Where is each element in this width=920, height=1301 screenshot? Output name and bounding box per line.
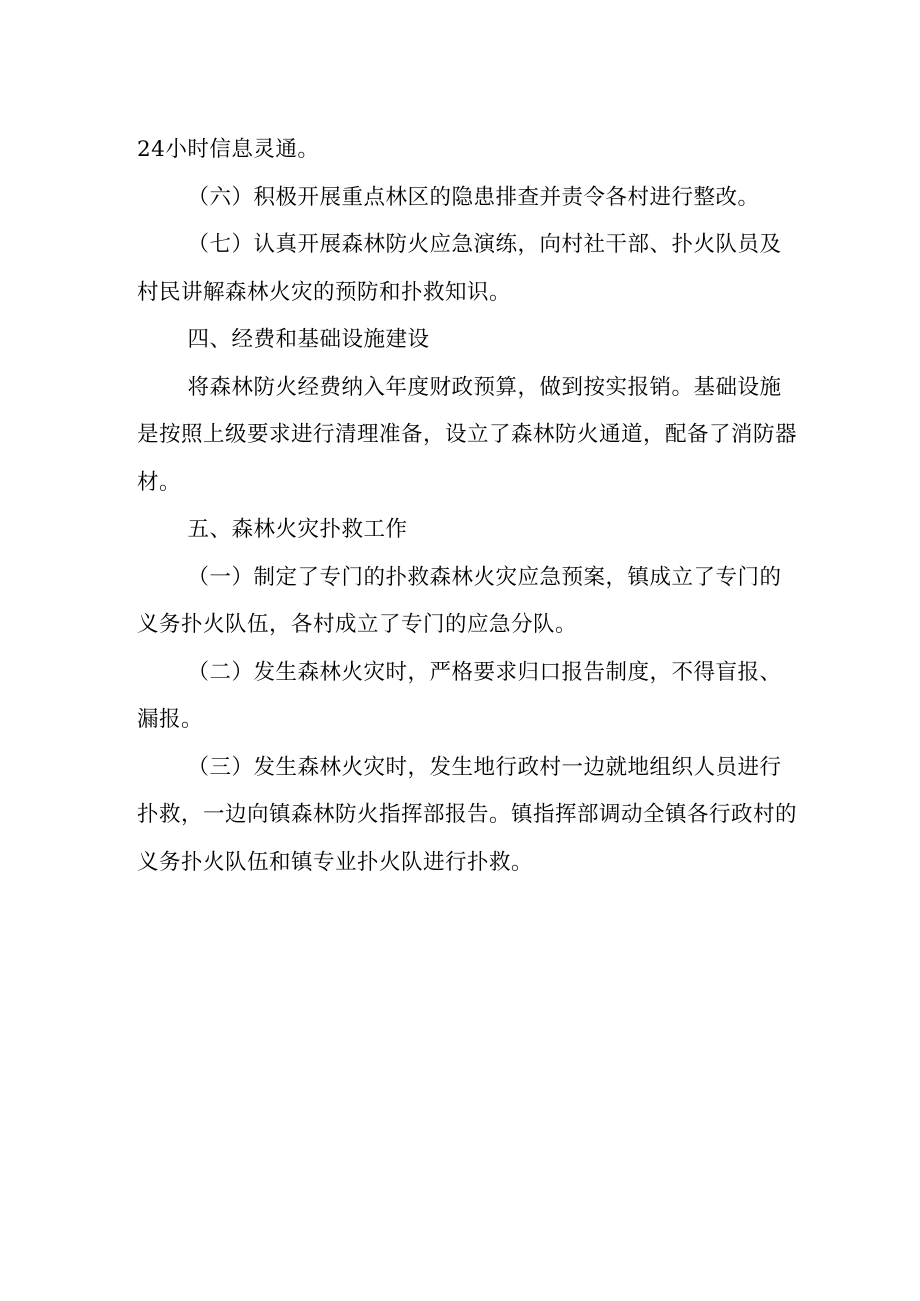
paragraph-item-two: （二）发生森林火灾时，严格要求归口报告制度，不得盲报、漏报。 — [137, 659, 782, 732]
paragraph-item-one: （一）制定了专门的扑救森林火灾应急预案，镇成立了专门的义务扑火队伍，各村成立了专门的应急分队。 — [137, 564, 782, 637]
paragraph-item-three: （三）发生森林火灾时，发生地行政村一边就地组织人员进行扑救，一边向镇森林防火指挥部报告。镇指挥部调动全镇各行政村的义务扑火队伍和镇专业扑火队进行扑救。 — [137, 754, 798, 875]
paragraph-item-seven: （七）认真开展森林防火应急演练，向村社干部、扑火队员及村民讲解森林火灾的预防和扑救知识。 — [137, 232, 782, 305]
document-body — [137, 126, 797, 886]
paragraph-funding-body: 将森林防火经费纳入年度财政预算，做到按实报销。基础设施是按照上级要求进行清理准备，设立了森林防火通道，配备了消防器材。 — [137, 374, 798, 495]
section-heading-funding: 四、经费和基础设施建设 — [187, 327, 430, 352]
section-heading-firefighting: 五、森林火灾扑救工作 — [187, 517, 408, 542]
paragraph-item-six: （六）积极开展重点林区的隐患排查并责令各村进行整改。 — [187, 184, 760, 210]
paragraph-info-continuation: 24小时信息灵通。 — [137, 137, 320, 162]
